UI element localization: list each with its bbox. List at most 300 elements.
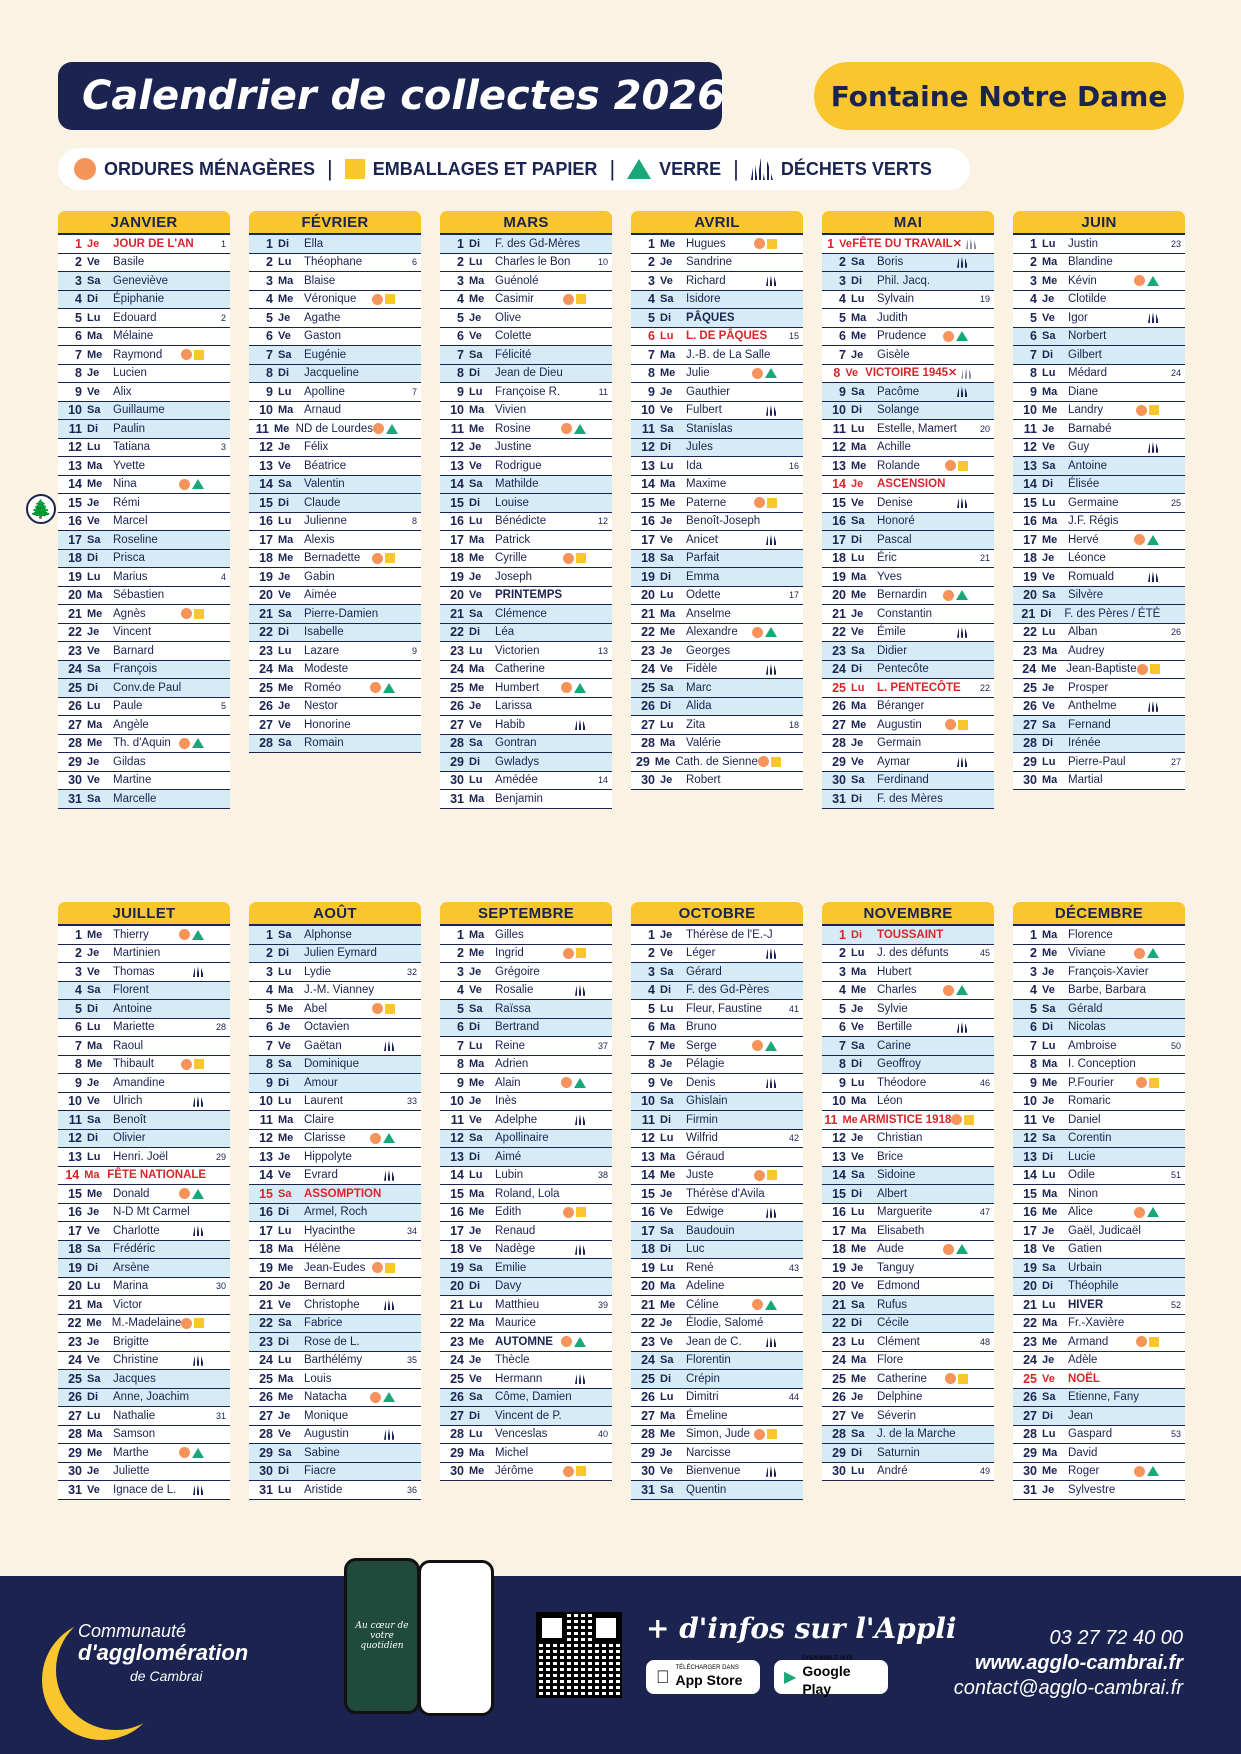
day-number: 27 — [1023, 1408, 1037, 1423]
day-weekday: Lu — [278, 965, 292, 978]
day-weekday: Lu — [1042, 237, 1056, 250]
orange-dot-icon — [563, 553, 574, 564]
day-weekday: Lu — [660, 589, 674, 601]
week-number: 44 — [788, 1392, 799, 1402]
day-number: 11 — [641, 421, 655, 436]
day-weekday: Lu — [278, 385, 292, 398]
day-weekday: Lu — [87, 1280, 101, 1292]
day-weekday: Lu — [278, 1095, 292, 1107]
day-number: 25 — [1023, 680, 1037, 695]
day-number: 21 — [259, 1297, 273, 1312]
green-triangle-icon — [1147, 1466, 1159, 1476]
saint-name: Florent — [113, 984, 149, 996]
saint-name: Daniel — [1068, 1113, 1101, 1126]
day-row — [249, 1130, 421, 1149]
orange-dot-icon — [752, 627, 763, 638]
day-number: 9 — [648, 384, 655, 399]
saint-name: Cath. de Sienne — [675, 755, 758, 768]
day-row — [440, 1370, 612, 1389]
day-row — [249, 1167, 421, 1186]
day-number: 26 — [450, 1390, 464, 1404]
day-row — [249, 1037, 421, 1056]
day-weekday: Lu — [851, 1076, 865, 1089]
day-row — [631, 457, 803, 476]
day-row — [58, 1426, 230, 1445]
collection-icons — [193, 966, 204, 977]
day-weekday: Me — [469, 1335, 485, 1348]
day-row — [822, 402, 994, 421]
collection-icons — [370, 682, 395, 693]
day-row — [1013, 1296, 1185, 1315]
grass-icon — [766, 405, 777, 416]
day-number: 25 — [450, 1371, 464, 1386]
yellow-square-icon — [194, 609, 204, 619]
day-weekday: Sa — [851, 774, 865, 786]
grass-icon — [193, 1225, 204, 1236]
day-weekday: Sa — [660, 552, 674, 564]
day-weekday: Je — [278, 1280, 291, 1292]
saint-name: Gaëtan — [304, 1039, 342, 1052]
day-number: 30 — [450, 773, 464, 787]
day-number: 4 — [75, 983, 82, 997]
saint-name: P.Fourier — [1068, 1076, 1114, 1089]
saint-name: Nathalie — [113, 1409, 156, 1422]
collection-icons — [1134, 948, 1159, 959]
saint-name: Juliette — [113, 1465, 150, 1477]
day-row — [822, 1093, 994, 1112]
day-row — [249, 661, 421, 680]
orange-dot-icon — [1134, 1466, 1145, 1477]
day-number: 5 — [648, 1001, 655, 1016]
day-number: 26 — [259, 1390, 273, 1404]
day-row — [249, 1315, 421, 1334]
day-number: 23 — [641, 643, 655, 658]
day-weekday: Ve — [660, 404, 673, 416]
collection-icons — [943, 331, 968, 342]
day-row — [631, 346, 803, 365]
saint-name: Françoise R. — [495, 385, 561, 398]
day-weekday: Di — [660, 441, 671, 453]
day-row — [822, 1222, 994, 1241]
saint-name: Thierry — [113, 928, 149, 941]
email-link[interactable]: contact@agglo-cambrai.fr — [953, 1677, 1183, 1699]
day-number: 10 — [641, 1094, 655, 1108]
day-weekday: Ve — [851, 1409, 864, 1422]
day-number: 15 — [450, 1186, 464, 1201]
day-row — [249, 698, 421, 717]
saint-name: Benoît-Joseph — [686, 515, 761, 527]
saint-name: Marina — [113, 1280, 149, 1292]
week-number: 12 — [597, 516, 608, 526]
day-row — [1013, 1352, 1185, 1371]
day-number: 11 — [1023, 421, 1037, 436]
day-row — [58, 1093, 230, 1112]
saint-name: Elisabeth — [877, 1224, 925, 1237]
saint-name: Prudence — [877, 330, 927, 342]
saint-name: Armel, Roch — [304, 1206, 368, 1218]
day-number: 31 — [68, 791, 82, 806]
month-header: DÉCEMBRE — [1013, 902, 1185, 924]
yellow-square-icon — [194, 350, 204, 360]
day-row — [631, 963, 803, 982]
day-row — [440, 1148, 612, 1167]
day-row — [1013, 457, 1185, 476]
week-number: 27 — [1170, 756, 1181, 767]
day-row — [58, 328, 230, 347]
day-weekday: Me — [87, 928, 103, 941]
day-number: 29 — [68, 754, 82, 769]
saint-name: J. des défunts — [877, 947, 949, 959]
saint-name: Maxime — [686, 478, 727, 490]
day-row — [440, 1278, 612, 1297]
day-number: 11 — [255, 421, 269, 436]
day-row — [631, 1000, 803, 1019]
saint-name: Jacqueline — [304, 367, 359, 379]
saint-name: Aristide — [304, 1483, 343, 1496]
orange-dot-icon — [754, 238, 765, 249]
saint-name: Éric — [877, 552, 897, 564]
day-row — [822, 328, 994, 347]
day-weekday: Ve — [87, 1095, 100, 1107]
orange-dot-icon — [370, 1133, 381, 1144]
day-number: 19 — [450, 569, 464, 584]
saint-name: Jérôme — [495, 1465, 534, 1477]
day-row — [58, 550, 230, 569]
day-number: 5 — [457, 1001, 464, 1016]
saint-name: VICTOIRE 1945 — [865, 367, 949, 379]
day-row — [440, 328, 612, 347]
day-weekday: Me — [278, 1002, 294, 1015]
day-list — [822, 924, 994, 1481]
day-weekday: Ve — [845, 367, 859, 379]
day-number: 18 — [1023, 1242, 1037, 1256]
orange-dot-icon — [181, 1318, 192, 1329]
day-weekday: Je — [851, 478, 864, 490]
day-number: 28 — [1023, 1427, 1037, 1441]
day-list — [440, 924, 612, 1481]
day-weekday: Sa — [851, 644, 865, 657]
saint-name: Jean de Dieu — [495, 367, 563, 379]
day-number: 14 — [1023, 477, 1037, 491]
day-weekday: Me — [87, 737, 103, 749]
day-number: 14 — [259, 477, 273, 491]
day-weekday: Je — [469, 700, 482, 712]
day-row — [822, 926, 994, 945]
week-number: 40 — [597, 1429, 608, 1439]
day-row — [1013, 982, 1185, 1001]
day-weekday: Lu — [851, 293, 865, 305]
day-number: 2 — [1030, 946, 1037, 960]
week-number: 29 — [215, 1151, 226, 1162]
orange-dot-icon — [943, 331, 954, 342]
day-number: 1 — [827, 236, 835, 251]
qr-code[interactable] — [536, 1612, 622, 1698]
saint-name: Sidoine — [877, 1169, 916, 1181]
day-number: 5 — [1030, 1001, 1037, 1016]
day-number: 30 — [641, 1464, 655, 1478]
saint-name: J.-M. Vianney — [304, 984, 375, 996]
day-row — [631, 587, 803, 606]
saint-name: Achille — [877, 441, 911, 453]
day-weekday: Ma — [469, 274, 485, 287]
legend-green-waste — [751, 158, 932, 180]
day-weekday: Di — [851, 663, 862, 675]
day-row — [440, 235, 612, 254]
day-row — [249, 605, 421, 624]
day-row — [249, 926, 421, 945]
day-weekday: Ma — [660, 478, 676, 490]
saint-name: André — [877, 1465, 908, 1477]
day-row — [58, 402, 230, 421]
day-row — [440, 1444, 612, 1463]
saint-name: Julienne — [304, 515, 347, 527]
day-number: 25 — [259, 680, 273, 695]
day-number: 4 — [75, 292, 82, 306]
day-number: 12 — [259, 440, 273, 454]
saint-name: J.-B. de La Salle — [686, 348, 771, 361]
saint-name: Côme, Damien — [495, 1391, 572, 1403]
saint-name: Ulrich — [113, 1095, 143, 1107]
saint-name: Robert — [686, 774, 721, 786]
day-row — [1013, 945, 1185, 964]
orange-dot-icon — [754, 1170, 765, 1181]
day-number: 28 — [832, 1427, 846, 1441]
day-number: 5 — [839, 310, 846, 325]
grass-icon — [957, 756, 968, 767]
day-weekday: Je — [851, 607, 864, 620]
day-number: 8 — [648, 366, 655, 380]
saint-name: Nadège — [495, 1243, 536, 1255]
day-number: 13 — [1023, 458, 1037, 473]
saint-name: Adelphe — [495, 1113, 538, 1126]
day-number: 20 — [68, 1279, 82, 1293]
saint-name: Armand — [1068, 1335, 1109, 1348]
saint-name: Phil. Jacq. — [877, 274, 931, 287]
day-weekday: Me — [1042, 1465, 1058, 1477]
collection-icons — [575, 1244, 586, 1255]
saint-name: Viviane — [1068, 947, 1106, 959]
day-number: 24 — [450, 662, 464, 676]
collection-icons — [957, 1022, 968, 1033]
saint-name: FÊTE DU TRAVAIL — [852, 237, 953, 250]
app-store-button[interactable] — [646, 1660, 760, 1694]
saint-name: Norbert — [1068, 330, 1107, 342]
day-row — [822, 1037, 994, 1056]
collection-icons — [181, 1059, 204, 1070]
day-row — [631, 254, 803, 273]
saint-name: Saturnin — [877, 1446, 920, 1459]
day-weekday: Sa — [278, 1317, 292, 1329]
week-number: 37 — [597, 1040, 608, 1051]
day-number: 24 — [68, 662, 82, 676]
day-weekday: Di — [278, 626, 289, 638]
day-row — [1013, 605, 1185, 624]
week-number: 43 — [788, 1262, 799, 1273]
saint-name: Gatien — [1068, 1243, 1102, 1255]
day-weekday: Je — [87, 1465, 100, 1477]
day-row — [631, 753, 803, 772]
day-row — [822, 1056, 994, 1075]
week-number: 6 — [411, 257, 417, 267]
day-row — [440, 624, 612, 643]
saint-name: Céline — [686, 1298, 719, 1311]
week-number: 32 — [406, 966, 417, 977]
saint-name: Amédée — [495, 774, 538, 786]
collection-icons — [766, 405, 777, 416]
day-number: 14 — [832, 477, 846, 491]
day-row — [822, 753, 994, 772]
website-link[interactable]: www.agglo-cambrai.fr — [974, 1652, 1183, 1674]
orange-dot-icon — [754, 497, 765, 508]
day-number: 17 — [450, 532, 464, 547]
day-number: 23 — [1023, 1334, 1037, 1349]
day-weekday: Sa — [1042, 1132, 1056, 1144]
day-row — [822, 1444, 994, 1463]
day-number: 28 — [259, 736, 273, 750]
day-number: 6 — [1030, 329, 1037, 343]
day-weekday: Ma — [851, 311, 867, 324]
day-row — [249, 1278, 421, 1297]
day-number: 24 — [1023, 1353, 1037, 1367]
day-row — [1013, 642, 1185, 661]
saint-name: Michel — [495, 1446, 529, 1459]
day-weekday: Sa — [1042, 1391, 1056, 1403]
day-number: 17 — [641, 532, 655, 547]
day-row — [440, 753, 612, 772]
orange-dot-icon — [1136, 405, 1147, 416]
day-weekday: Ve — [469, 1113, 482, 1126]
day-number: 2 — [1030, 255, 1037, 269]
collection-icons — [372, 553, 395, 564]
day-number: 21 — [832, 606, 846, 621]
day-number: 8 — [457, 1057, 464, 1071]
day-number: 10 — [1023, 1094, 1037, 1108]
day-weekday: Lu — [469, 774, 483, 786]
day-weekday: Je — [660, 385, 673, 398]
yellow-square-icon — [1150, 664, 1160, 674]
saint-name: Léon — [877, 1095, 903, 1107]
day-list — [249, 924, 421, 1500]
grass-icon — [751, 158, 773, 180]
month-header: OCTOBRE — [631, 902, 803, 924]
collection-icons — [752, 1299, 777, 1310]
day-number: 27 — [641, 717, 655, 732]
saint-name: Félix — [304, 441, 329, 453]
day-number: 23 — [68, 1334, 82, 1349]
day-number: 16 — [1023, 1205, 1037, 1219]
day-row — [1013, 661, 1185, 680]
day-weekday: Sa — [87, 984, 101, 996]
collection-icons — [561, 1336, 586, 1347]
day-number: 21 — [832, 1297, 846, 1312]
saint-name: Rolande — [877, 459, 920, 472]
day-weekday: Lu — [660, 1261, 674, 1274]
saint-name: Fernand — [1068, 718, 1111, 731]
saint-name: Richard — [686, 274, 726, 287]
day-number: 16 — [641, 1205, 655, 1219]
day-number: 9 — [1030, 384, 1037, 399]
grass-icon — [957, 386, 968, 397]
day-weekday: Ve — [851, 496, 864, 509]
saint-name: Christine — [113, 1354, 159, 1366]
day-number: 21 — [1023, 1297, 1037, 1312]
saint-name: Antoine — [113, 1002, 153, 1015]
saint-name: Hubert — [877, 965, 912, 978]
day-number: 6 — [75, 329, 82, 343]
saint-name: Luc — [686, 1243, 705, 1255]
day-number: 19 — [68, 1260, 82, 1275]
saint-name: Samson — [113, 1428, 156, 1440]
month-header: JANVIER — [58, 211, 230, 233]
phone-number[interactable]: 03 27 72 40 00 — [1049, 1627, 1183, 1649]
day-weekday: Me — [469, 1206, 485, 1218]
day-weekday: Me — [660, 496, 676, 509]
day-number: 31 — [832, 791, 846, 806]
day-number: 11 — [450, 1112, 464, 1127]
saint-name: Adèle — [1068, 1354, 1098, 1366]
day-weekday: Lu — [660, 718, 674, 731]
month-9 — [631, 902, 803, 1500]
day-weekday: Sa — [851, 1428, 865, 1440]
orange-dot-icon — [1134, 534, 1145, 545]
saint-name: Bernadette — [304, 552, 361, 564]
day-row — [822, 1426, 994, 1445]
day-row — [631, 1463, 803, 1482]
legend-separator: | — [733, 156, 739, 181]
saint-name: Firmin — [686, 1113, 718, 1126]
day-row — [631, 476, 803, 495]
saint-name: Catherine — [495, 663, 545, 675]
yellow-square-icon — [958, 461, 968, 471]
day-weekday: Ma — [278, 533, 294, 546]
saint-name: Théophane — [304, 256, 363, 268]
day-row — [58, 1167, 230, 1186]
commune-name: Fontaine Notre Dame — [814, 62, 1184, 130]
day-number: 28 — [641, 1427, 655, 1441]
saint-name: Edwige — [686, 1206, 724, 1218]
saint-name: Denise — [877, 496, 913, 509]
collection-icons — [575, 1373, 586, 1384]
day-row — [440, 1000, 612, 1019]
saint-name: Zita — [686, 718, 706, 731]
collection-icons — [766, 534, 777, 545]
day-row — [440, 272, 612, 291]
day-weekday: Di — [851, 1058, 862, 1070]
day-row — [631, 716, 803, 735]
saint-name: Quentin — [686, 1483, 727, 1496]
day-number: 27 — [641, 1408, 655, 1423]
saint-name: TOUSSAINT — [877, 928, 944, 941]
day-weekday: Di — [660, 1243, 671, 1255]
day-number: 29 — [832, 1445, 846, 1460]
day-number: 1 — [457, 927, 464, 942]
day-row — [249, 1056, 421, 1075]
day-weekday: Ma — [469, 928, 485, 941]
day-weekday: Ve — [660, 1076, 673, 1089]
day-weekday: Ve — [660, 1335, 673, 1348]
google-play-button[interactable] — [774, 1655, 888, 1697]
saint-name: Médard — [1068, 367, 1107, 379]
day-number: 8 — [833, 366, 841, 380]
day-row — [822, 1019, 994, 1038]
saint-name: Denis — [686, 1076, 716, 1089]
day-row — [822, 513, 994, 532]
day-row — [1013, 494, 1185, 513]
day-weekday: Ve — [278, 1169, 291, 1181]
day-weekday: Sa — [851, 1039, 865, 1052]
day-weekday: Je — [660, 1446, 673, 1459]
legend-label: ORDURES MÉNAGÈRES — [104, 158, 316, 179]
